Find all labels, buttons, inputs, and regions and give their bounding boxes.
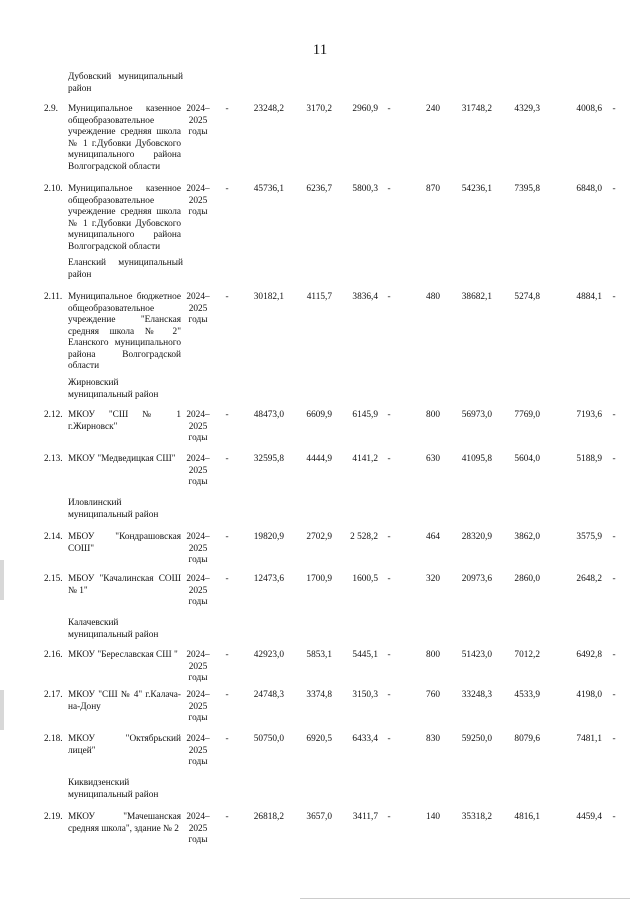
value-cell: 5188,9 [576, 454, 602, 464]
object-name: Муниципальное казенное общеобразовательное учреждение средняя школа № 1 г.Дубовки Дубовского муниципального района Волгоградской области [68, 184, 181, 252]
value-cell: 5604,0 [514, 454, 540, 464]
dash-cell: - [612, 454, 616, 464]
value-cell: 54236,1 [461, 184, 492, 194]
period-cell: 2024–2025 годы [186, 812, 210, 845]
value-cell: 760 [426, 690, 440, 700]
period-cell: 2024–2025 годы [186, 454, 210, 487]
value-cell: 26818,2 [253, 812, 284, 822]
row-number: 2.19. [44, 812, 63, 822]
period-cell: 2024–2025 годы [186, 734, 210, 767]
dash-cell: - [387, 454, 391, 464]
value-cell: 6492,8 [576, 650, 602, 660]
value-cell: 3575,9 [576, 532, 602, 542]
value-cell: 59250,0 [461, 734, 492, 744]
scan-edge-mark [0, 560, 4, 600]
section-title: Иловлинский муниципальный район [68, 498, 159, 520]
object-name: МКОУ "СШ № 4" г.Калача-на-Дону [68, 690, 181, 712]
dash-cell: - [387, 690, 391, 700]
dash-cell: - [612, 410, 616, 420]
value-cell: 2702,9 [306, 532, 332, 542]
value-cell: 4816,1 [514, 812, 540, 822]
value-cell: 42923,0 [253, 650, 284, 660]
period-cell: 2024–2025 годы [186, 532, 210, 565]
section-title: Дубовский муниципальный район [68, 72, 183, 94]
dash-cell: - [225, 454, 229, 464]
value-cell: 2960,9 [352, 104, 378, 114]
object-name: МБОУ "Качалинская СОШ № 1" [68, 574, 181, 596]
row-number: 2.15. [44, 574, 63, 584]
row-number: 2.18. [44, 734, 63, 744]
dash-cell: - [225, 812, 229, 822]
row-number: 2.11. [44, 292, 63, 302]
dash-cell: - [225, 184, 229, 194]
row-number: 2.9. [44, 104, 58, 114]
value-cell: 240 [426, 104, 440, 114]
section-title: Жирновский муниципальный район [68, 378, 159, 400]
value-cell: 24748,3 [253, 690, 284, 700]
value-cell: 19820,9 [253, 532, 284, 542]
period-cell: 2024–2025 годы [186, 574, 210, 607]
dash-cell: - [225, 532, 229, 542]
dash-cell: - [225, 410, 229, 420]
value-cell: 8079,6 [514, 734, 540, 744]
row-number: 2.12. [44, 410, 63, 420]
value-cell: 4115,7 [306, 292, 332, 302]
section-title: Киквидзенский муниципальный район [68, 778, 159, 800]
dash-cell: - [225, 104, 229, 114]
value-cell: 4329,3 [514, 104, 540, 114]
dash-cell: - [612, 574, 616, 584]
value-cell: 56973,0 [461, 410, 492, 420]
value-cell: 48473,0 [253, 410, 284, 420]
scan-bottom-rule [300, 898, 630, 899]
value-cell: 630 [426, 454, 440, 464]
dash-cell: - [387, 532, 391, 542]
value-cell: 6145,9 [352, 410, 378, 420]
value-cell: 1700,9 [306, 574, 332, 584]
value-cell: 38682,1 [461, 292, 492, 302]
value-cell: 20973,6 [461, 574, 492, 584]
dash-cell: - [612, 734, 616, 744]
period-cell: 2024–2025 годы [186, 104, 210, 137]
value-cell: 23248,2 [253, 104, 284, 114]
value-cell: 4533,9 [514, 690, 540, 700]
value-cell: 6848,0 [576, 184, 602, 194]
value-cell: 4008,6 [576, 104, 602, 114]
value-cell: 5274,8 [514, 292, 540, 302]
dash-cell: - [612, 650, 616, 660]
value-cell: 4444,9 [306, 454, 332, 464]
dash-cell: - [612, 532, 616, 542]
value-cell: 320 [426, 574, 440, 584]
period-cell: 2024–2025 годы [186, 410, 210, 443]
section-title: Калачевский муниципальный район [68, 618, 159, 640]
dash-cell: - [387, 574, 391, 584]
scan-edge-mark [0, 690, 4, 730]
value-cell: 830 [426, 734, 440, 744]
value-cell: 28320,9 [461, 532, 492, 542]
value-cell: 3150,3 [352, 690, 378, 700]
object-name: МКОУ "СШ № 1 г.Жирновск" [68, 410, 181, 432]
value-cell: 4141,2 [352, 454, 378, 464]
value-cell: 3411,7 [352, 812, 378, 822]
value-cell: 5445,1 [352, 650, 378, 660]
value-cell: 6236,7 [306, 184, 332, 194]
row-number: 2.14. [44, 532, 63, 542]
value-cell: 30182,1 [253, 292, 284, 302]
value-cell: 140 [426, 812, 440, 822]
value-cell: 7769,0 [514, 410, 540, 420]
value-cell: 3836,4 [352, 292, 378, 302]
value-cell: 32595,8 [253, 454, 284, 464]
value-cell: 2648,2 [576, 574, 602, 584]
value-cell: 4884,1 [576, 292, 602, 302]
value-cell: 7193,6 [576, 410, 602, 420]
dash-cell: - [612, 104, 616, 114]
value-cell: 51423,0 [461, 650, 492, 660]
row-number: 2.13. [44, 454, 63, 464]
value-cell: 1600,5 [352, 574, 378, 584]
dash-cell: - [387, 184, 391, 194]
dash-cell: - [225, 292, 229, 302]
value-cell: 3862,0 [514, 532, 540, 542]
dash-cell: - [387, 410, 391, 420]
value-cell: 7012,2 [514, 650, 540, 660]
value-cell: 50750,0 [253, 734, 284, 744]
dash-cell: - [612, 690, 616, 700]
value-cell: 480 [426, 292, 440, 302]
period-cell: 2024–2025 годы [186, 650, 210, 683]
row-number: 2.17. [44, 690, 63, 700]
value-cell: 7481,1 [576, 734, 602, 744]
section-title: Еланский муниципальный район [68, 258, 183, 280]
value-cell: 2860,0 [514, 574, 540, 584]
dash-cell: - [387, 292, 391, 302]
object-name: Муниципальное казенное общеобразовательное учреждение средняя школа № 1 г.Дубовки Дубовского муниципального района Волгоградской области [68, 104, 181, 172]
period-cell: 2024–2025 годы [186, 184, 210, 217]
value-cell: 800 [426, 650, 440, 660]
dash-cell: - [387, 734, 391, 744]
dash-cell: - [225, 650, 229, 660]
value-cell: 33248,3 [461, 690, 492, 700]
object-name: МКОУ "Октябрьский лицей" [68, 734, 181, 756]
period-cell: 2024–2025 годы [186, 690, 210, 723]
value-cell: 31748,2 [461, 104, 492, 114]
object-name: МКОУ "Мачешанская средняя школа", здание № 2 [68, 812, 181, 834]
value-cell: 6609,9 [306, 410, 332, 420]
value-cell: 12473,6 [253, 574, 284, 584]
dash-cell: - [225, 574, 229, 584]
dash-cell: - [612, 812, 616, 822]
value-cell: 35318,2 [461, 812, 492, 822]
value-cell: 41095,8 [461, 454, 492, 464]
value-cell: 4459,4 [576, 812, 602, 822]
value-cell: 800 [426, 410, 440, 420]
dash-cell: - [387, 104, 391, 114]
period-cell: 2024–2025 годы [186, 292, 210, 325]
value-cell: 3170,2 [306, 104, 332, 114]
object-name: МКОУ "Медведицкая СШ" [68, 454, 176, 464]
row-number: 2.16. [44, 650, 63, 660]
dash-cell: - [225, 690, 229, 700]
page-number: 11 [312, 42, 328, 58]
dash-cell: - [612, 292, 616, 302]
value-cell: 3657,0 [306, 812, 332, 822]
dash-cell: - [387, 650, 391, 660]
dash-cell: - [612, 184, 616, 194]
object-name: Муниципальное бюджетное общеобразовательное учреждение "Еланская средняя школа № 2" Еланского муниципального района Волгоградской области [68, 292, 181, 371]
dash-cell: - [225, 734, 229, 744]
value-cell: 3374,8 [306, 690, 332, 700]
value-cell: 2 528,2 [350, 532, 378, 542]
value-cell: 870 [426, 184, 440, 194]
object-name: МКОУ "Береславская СШ " [68, 650, 178, 660]
value-cell: 6920,5 [306, 734, 332, 744]
value-cell: 5800,3 [352, 184, 378, 194]
value-cell: 6433,4 [352, 734, 378, 744]
dash-cell: - [387, 812, 391, 822]
value-cell: 5853,1 [306, 650, 332, 660]
value-cell: 464 [426, 532, 440, 542]
value-cell: 45736,1 [253, 184, 284, 194]
value-cell: 7395,8 [514, 184, 540, 194]
row-number: 2.10. [44, 184, 63, 194]
value-cell: 4198,0 [576, 690, 602, 700]
object-name: МБОУ "Кондрашовская СОШ" [68, 532, 181, 554]
